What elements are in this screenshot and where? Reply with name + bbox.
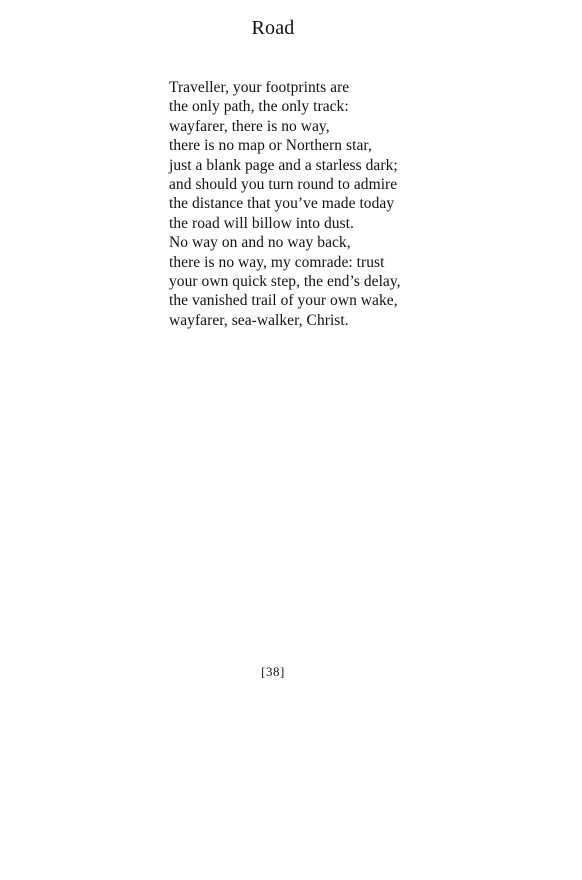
poem-line: the road will billow into dust. xyxy=(169,214,354,232)
poem-line: wayfarer, sea-walker, Christ. xyxy=(169,311,349,329)
poem-line: and should you turn round to admire xyxy=(169,176,398,194)
poem-line: just a blank page and a starless dark; xyxy=(169,156,398,174)
poem-line: there is no map or Northern star, xyxy=(169,137,372,155)
poem-line: Traveller, your footprints are xyxy=(169,79,350,96)
page-number: [38] xyxy=(261,664,285,679)
poem-body xyxy=(169,78,469,330)
poem-line: the vanished trail of your own wake, xyxy=(169,292,398,310)
poem-line: wayfarer, there is no way, xyxy=(169,117,330,135)
poem-title: Road xyxy=(251,17,295,39)
poem-line: No way on and no way back, xyxy=(169,234,351,252)
poem-line: your own quick step, the end’s delay, xyxy=(169,273,401,291)
poem-line: there is no way, my comrade: trust xyxy=(169,253,385,271)
poem-line: the distance that you’ve made today xyxy=(169,195,395,213)
poem-line: the only path, the only track: xyxy=(169,98,349,116)
